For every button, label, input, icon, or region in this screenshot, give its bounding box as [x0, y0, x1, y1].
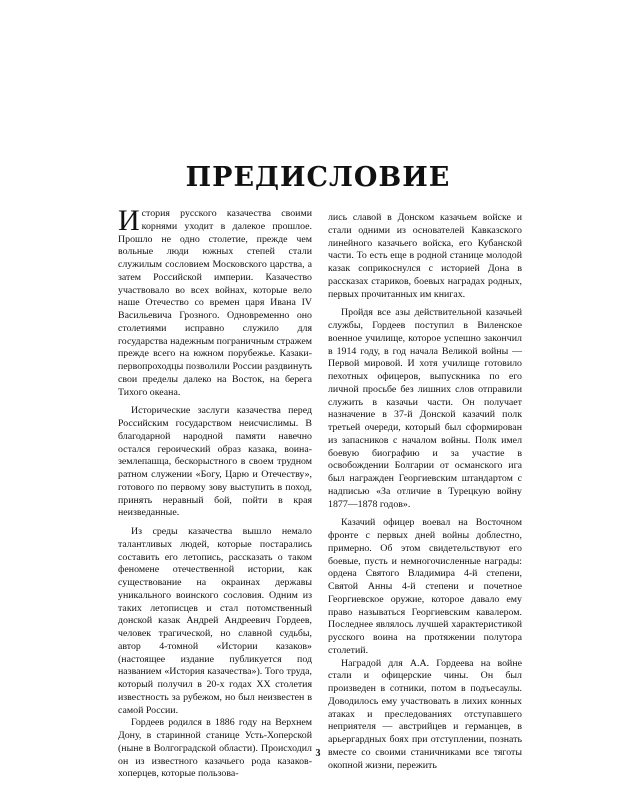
paragraph: Гордеев родился в 1886 году на Верхнем Дону, в старинной станице Усть-Хоперской (ныне в Волгоградской области). Происходил он из известного казачьего рода казаков-хоперцев, которые пользова-	[118, 717, 312, 780]
right-column	[328, 212, 522, 772]
left-column	[118, 204, 312, 781]
page-title: ПРЕДИСЛОВИЕ	[185, 162, 451, 193]
paragraph: Пройдя все азы действительной казачьей службы, Гордеев поступил в Виленское военное училище, которое успешно закончил в 1914 году, в год начала Великой войны — Первой мировой. И хотя училище готовило пехотных офицеров, выпускника по его личной просьбе без лишних слов отправили служить в казачьи части. Он получает назначение в 37-й Донской казачий полк третьей очереди, который был сформирован из запасников с началом войны. Полк имел боевую биографию и за участие в освобождении Болгарии от османского ига был награжден Георгиевским штандартом с надписью «За отличие в Турецкую войну 1877—1878 годов».	[328, 307, 522, 510]
paragraph: лись славой в Донском казачьем войске и стали одними из основателей Кавказского линейного казачьего войска, его Кубанской части. То есть еще в родной станице молодой казак соприкоснулся с историей Дона в рассказах стариков, боевых наградах родных, первых прочитанных им книгах.	[328, 212, 522, 300]
paragraph: Казачий офицер воевал на Восточном фронте с первых дней войны доблестно, примерно. Об этом свидетельствуют его боевые, пусть и немногочисленные награды: ордена Святого Владимира 4-й степени, Святой Анны 4-й степени и почетное Георгиевское оружие, которое давало ему право называться Георгиевским кавалером. Последнее являлось лучшей характеристикой русского воина на протяжении полутора столетий.	[328, 517, 522, 656]
paragraph: Наградой для А.А. Гордеева на войне стали и офицерские чины. Он был произведен в сотники, потом в подъесаулы. Доводилось ему участвовать в лихих конных атаках и преследованиях отступавшего неприятеля — австрийцев и германцев, в арьергардных боях при отступлении, познать вместе со своими станичниками все тяготы окопной жизни, пережить	[328, 657, 522, 771]
page-number: 3	[315, 748, 321, 759]
paragraph	[118, 204, 312, 399]
paragraph: Исторические заслуги казачества перед Российским государством неисчислимы. В благодарной народной памяти навечно остался героический образ казака, воина-землепашца, бескорыстного в своем трудном ратном служении «Богу, Царю и Отечеству», готового по первому зову выступить в поход, принять неравный бой, пойти в края неизведанные.	[118, 405, 312, 519]
paragraph: Из среды казачества вышло немало талантливых людей, которые постарались составить его летопись, рассказать о таком феномене отечественной истории, как существование на окраинах державы уникального воинского сословия. Одним из таких летописцев и стал потомственный донской казак Андрей Андреевич Гордеев, человек трагической, но славной судьбы, автор 4-томной «Истории казаков» (настоящее издание публикуется под названием «История казачества»). Того труда, который получил в 20-х годах XX столетия известность за рубежом, но был неизвестен в самой России.	[118, 526, 312, 716]
paragraph-text: стория русского казачества своими корнями уходит в далекое прошлое. Прошло не одно столетие, прежде чем вольные люди южных степей стали служилым сословием Московского царства, а затем Российской империи. Казачество участвовало во всех войнах, которые вело наше Отечество со времен царя Ивана IV Васильевича Грозного. Одновременно оно столетиями исправно служило для государства надежным пограничным стражем прежде всего на южном порубежье. Казаки-первопроходцы позволили России раздвинуть свои пределы далеко на Восток, на берега Тихого океана.	[118, 208, 312, 398]
drop-cap: И	[118, 204, 140, 237]
